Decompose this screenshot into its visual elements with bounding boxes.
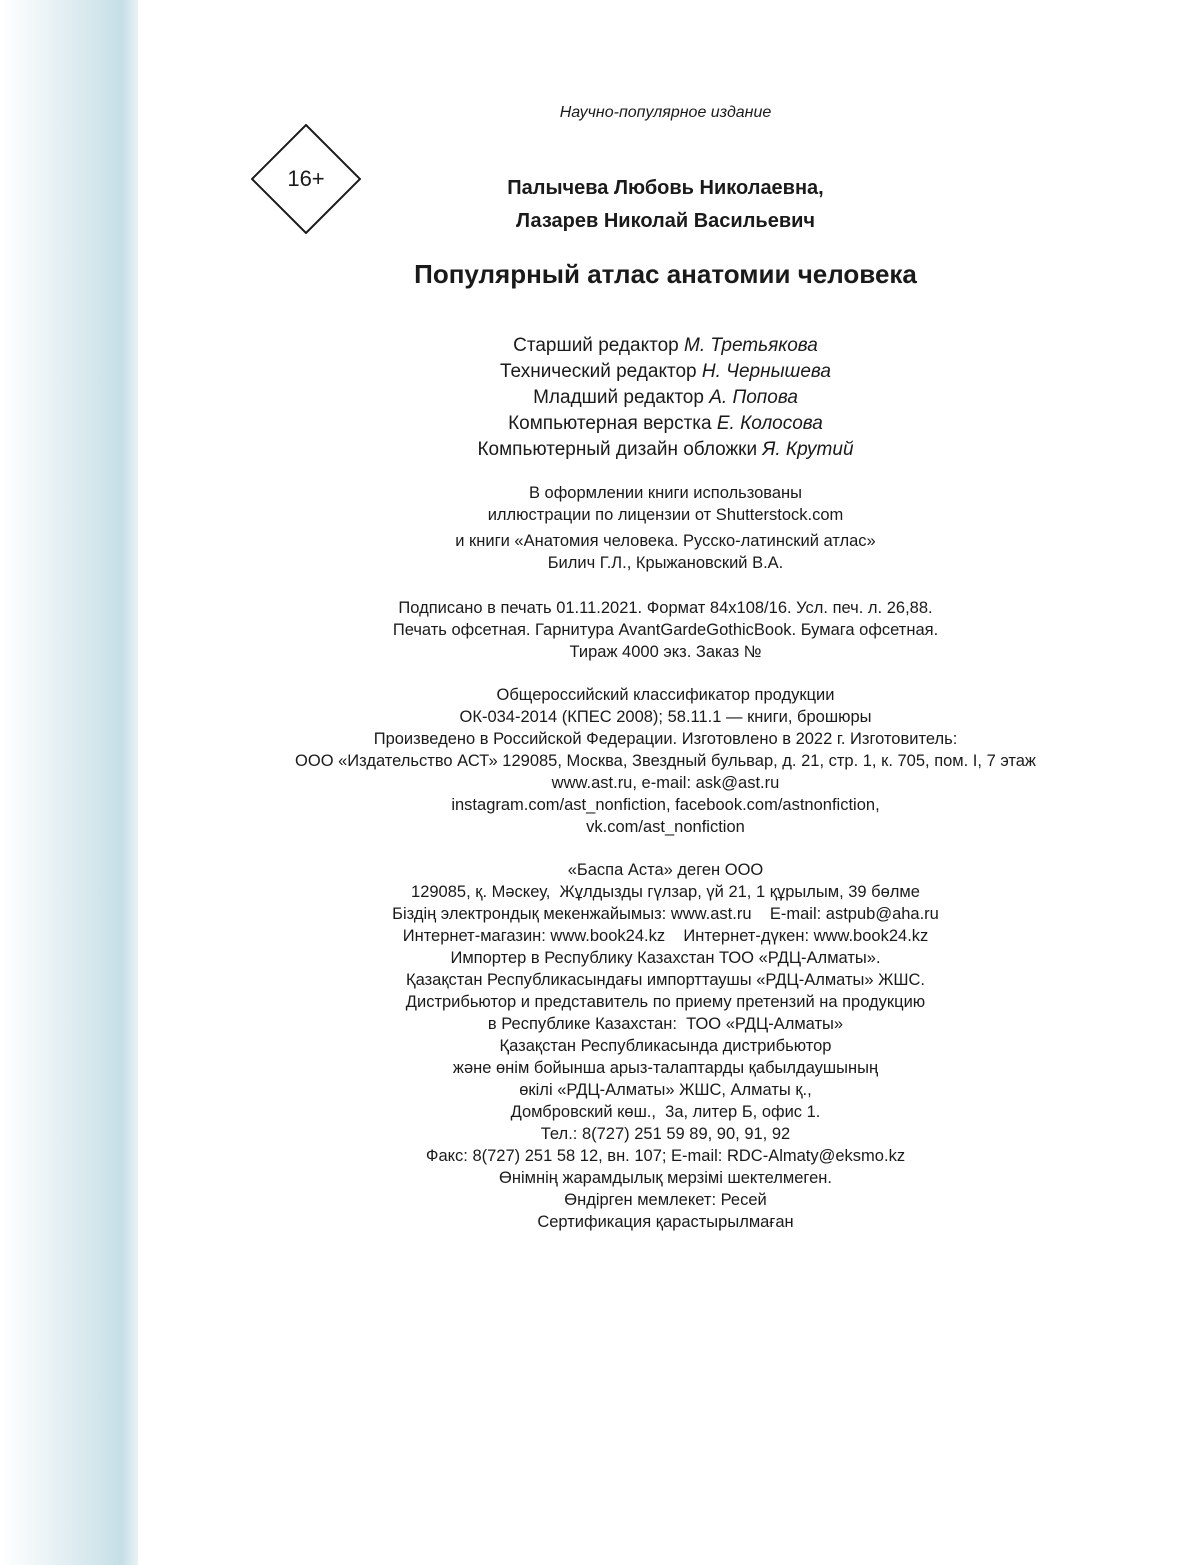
classification-info: Общероссийский классификатор продукции ОК-034-2014 (КПЕС 2008); 58.11.1 — книги, брошюры Произведено в Российской Федерации. Изготовлено в 2022 г. Изготовитель: ООО «Издательство АСТ» 129085, Москва, Звездный бульвар, д. 21, стр. 1, к. 705, пом. I, 7 этаж www.ast.ru, e-mail: ask@ast.ru instagram.com/ast_nonfiction, facebook.com/astnonfiction, vk.com/ast_nonfiction bbox=[295, 686, 1036, 836]
series-label: Научно-популярное издание bbox=[559, 104, 772, 121]
print-info: Подписано в печать 01.11.2021. Формат 84x108/16. Усл. печ. л. 26,88. Печать офсетная. Гарнитура AvantGardeGothicBook. Бумага офсетная. Тираж 4000 экз. Заказ № bbox=[392, 599, 939, 661]
editor-line: Компьютерная верстка Е. Колосова bbox=[508, 413, 823, 434]
book-title: Популярный атлас анатомии человека bbox=[414, 259, 917, 289]
editor-line: Старший редактор М. Третьякова bbox=[513, 335, 818, 356]
author-2: Лазарев Николай Васильевич bbox=[515, 210, 816, 232]
editor-line: Технический редактор Н. Чернышева bbox=[500, 361, 831, 382]
page-spine-shadow bbox=[0, 0, 138, 1565]
editor-line: Младший редактор А. Попова bbox=[533, 387, 798, 408]
imprint-page bbox=[138, 0, 1193, 1565]
age-rating-text: 16+ bbox=[287, 166, 325, 191]
editors-list bbox=[138, 333, 1193, 463]
illustrations-credit: В оформлении книги использованы иллюстрации по лицензии от Shutterstock.com и книги «Анатомия человека. Русско-латинский атлас» Билич Г.Л., Крыжановский В.А. bbox=[455, 484, 876, 572]
editor-line: Компьютерный дизайн обложки Я. Крутий bbox=[477, 439, 854, 460]
author-1: Палычева Любовь Николаевна, bbox=[507, 177, 824, 199]
authors bbox=[138, 172, 1193, 238]
kazakhstan-info: «Баспа Аста» деген ООО 129085, қ. Мәскеу, Жұлдызды гүлзар, үй 21, 1 құрылым, 39 бөлме Біздің электрондық мекенжайымыз: www.ast.ru E-mail: astpub@aha.ru Интернет-магазин: www.book24.kz Интернет-дүкен: www.book24.kz Импортер в Республику Казахстан ТОО «РДЦ-Алматы». Қазақстан Республикасындағы импорттаушы «РДЦ-Алматы» ЖШС. Дистрибьютор и представитель по приему претензий на продукцию в Республике Казахстан: ТОО «РДЦ-Алматы» Қазақстан Республикасында дистрибьютор және өнім бойынша арыз-талаптарды қабылдаушының өкілі «РДЦ-Алматы» ЖШС, Алматы қ., Домбровский көш., 3а, литер Б, офис 1. Тел.: 8(727) 251 59 89, 90, 91, 92 Факс: 8(727) 251 58 12, вн. 107; E-mail: RDC-Almaty@eksmo.kz Өнімнің жарамдылық мерзімі шектелмеген. Өндірген мемлекет: Ресей Сертификация қарастырылмаған bbox=[392, 861, 939, 1231]
